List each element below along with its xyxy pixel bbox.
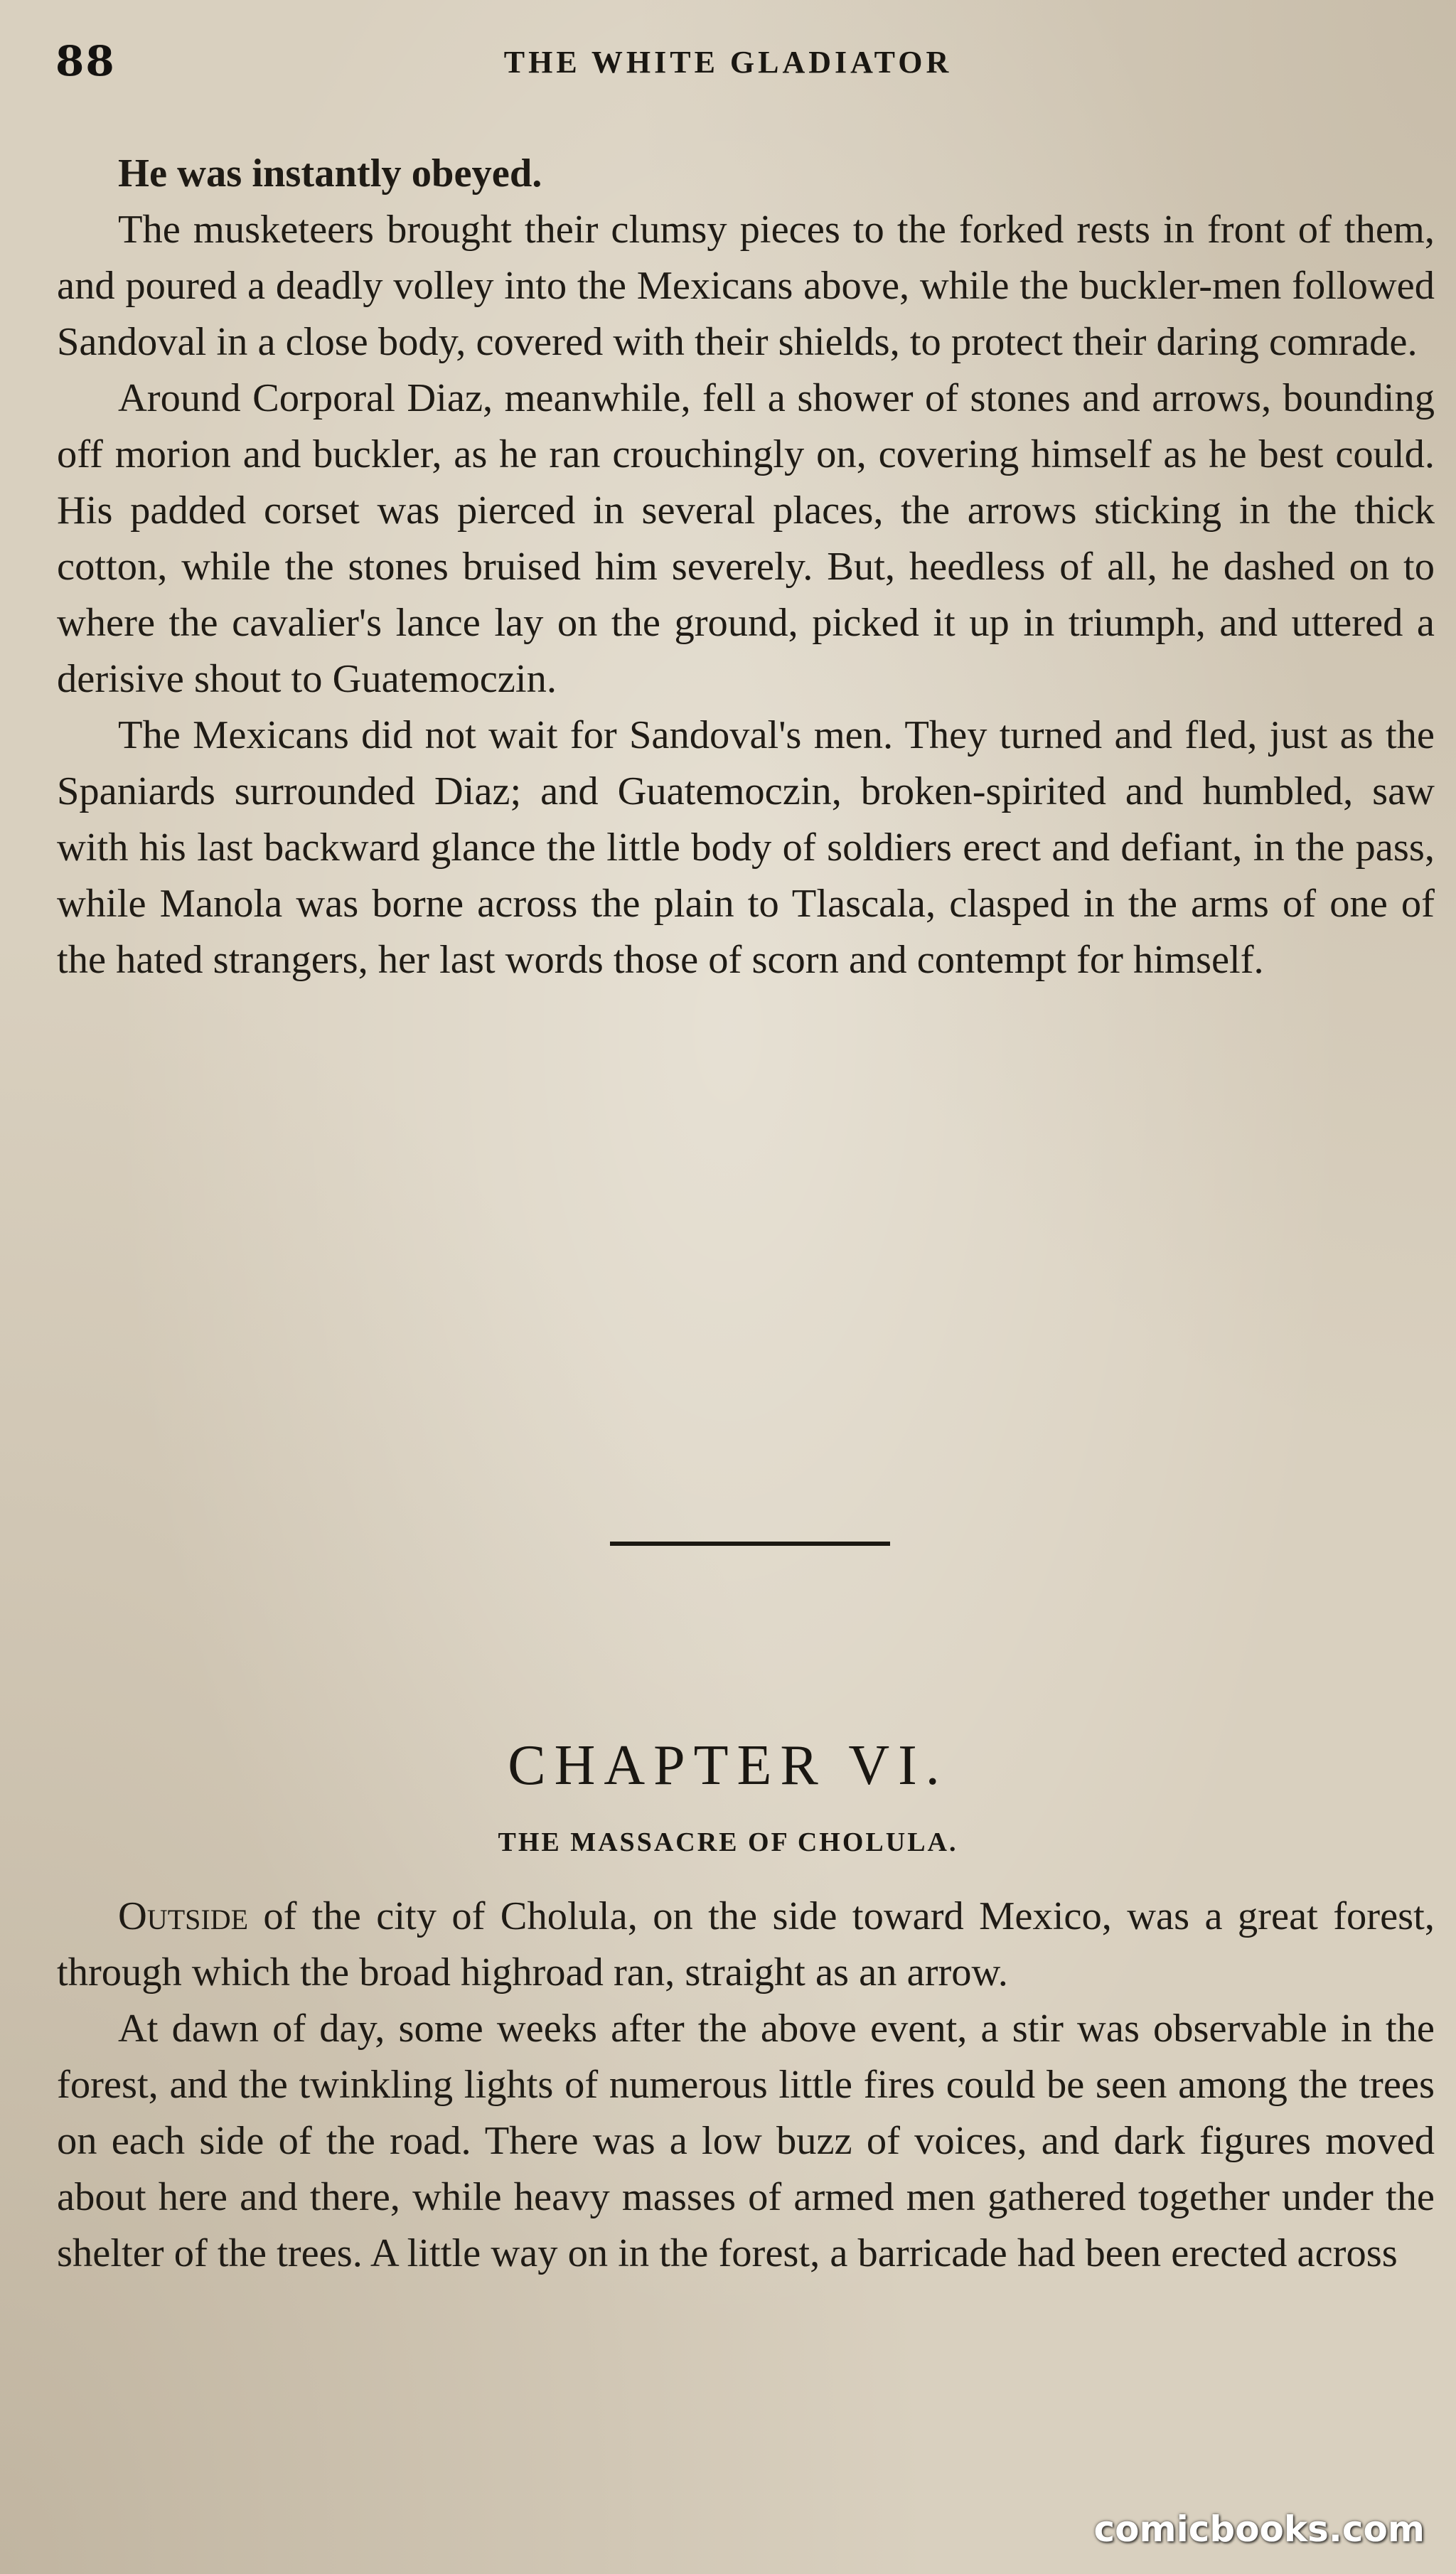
text-block-chapter — [57, 1889, 1435, 2282]
paragraph: At dawn of day, some weeks after the above event, a stir was observable in the forest, and the twinkling lights of numerous little fires could be seen among the trees on each side of the road. There was a low buzz of voices, and dark figures moved about here and there, while heavy masses of armed men gathered together under the shelter of the trees. A little way on in the forest, a barricade had been erected across — [57, 2007, 1435, 2275]
watermark-logo: comicbooks.com — [1093, 2509, 1425, 2550]
paragraph-lead-word: Outside — [118, 1894, 249, 1938]
running-head: THE WHITE GLADIATOR — [503, 45, 953, 80]
paragraph: The Mexicans did not wait for Sandoval's men. They turned and fled, just as the Spaniards surrounded Diaz; and Guatemoczin, broken-spirited and humbled, saw with his last backward glance the little body of soldiers erect and defiant, in the pass, while Manola was borne across the plain to Tlascala, clasped in the arms of one of the hated strangers, her last words those of scorn and contempt for himself. — [57, 713, 1435, 982]
paragraph — [57, 1889, 1435, 2001]
paragraph-text: of the city of Cholula, on the side toward Mexico, was a great forest, through which the broad highroad ran, straight as an arrow. — [57, 1894, 1435, 1994]
section-divider — [610, 1542, 890, 1546]
text-block-main — [57, 146, 1435, 988]
paragraph: The musketeers brought their clumsy pieces to the forked rests in front of them, and poured a deadly volley into the Mexicans above, while the buckler-men followed Sandoval in a close body, covered with their shields, to protect their daring comrade. — [57, 208, 1435, 364]
chapter-subtitle: THE MASSACRE OF CHOLULA. — [498, 1827, 958, 1857]
paragraph: Around Corporal Diaz, meanwhile, fell a shower of stones and arrows, bounding off morion and buckler, as he ran crouchingly on, covering himself as he best could. His padded corset was pierced in several places, the arrows sticking in the thick cotton, while the stones bruised him severely. But, heedless of all, he dashed on to where the cavalier's lance lay on the ground, picked it up in triumph, and uttered a derisive shout to Guatemoczin. — [57, 376, 1435, 701]
page-number: 88 — [55, 37, 116, 85]
paragraph: He was instantly obeyed. — [118, 151, 542, 196]
chapter-title: CHAPTER VI. — [508, 1734, 948, 1797]
